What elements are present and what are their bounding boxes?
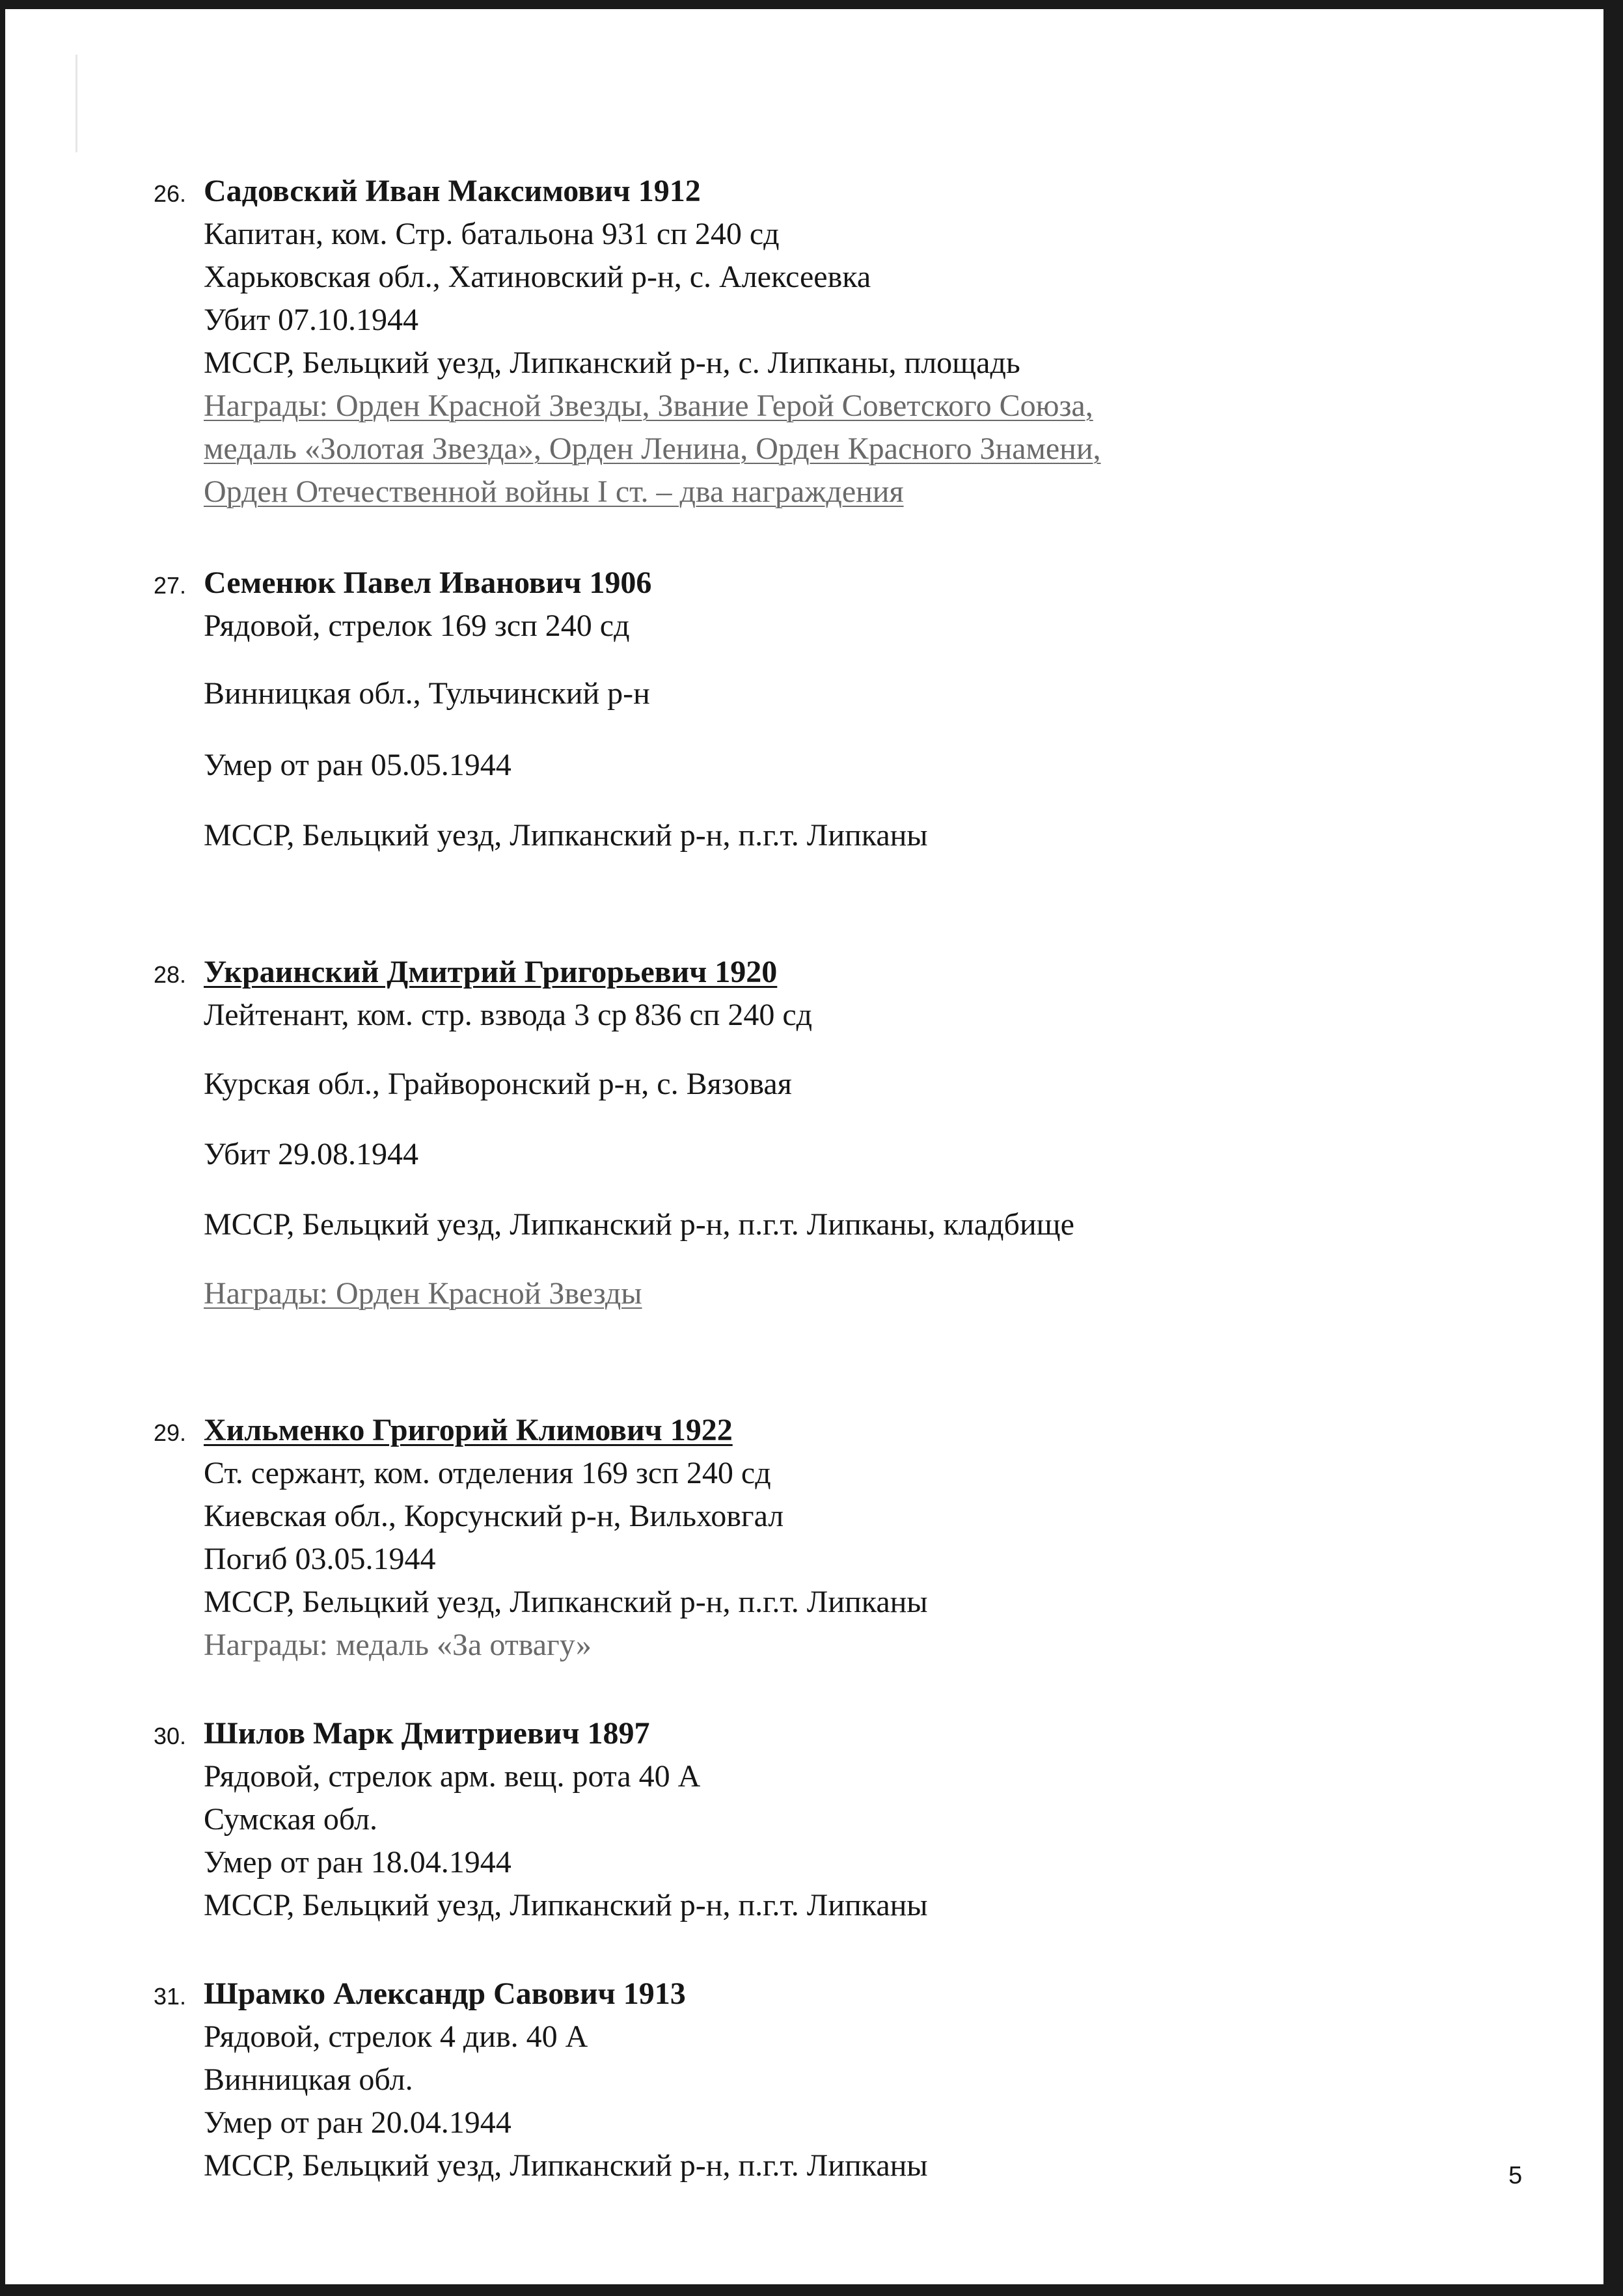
document-page bbox=[5, 9, 1603, 2284]
person-name: Хильменко Григорий Климович 1922 bbox=[204, 1413, 733, 1447]
burial-place: МССР, Бельцкий уезд, Липканский р-н, п.г.т. Липканы bbox=[204, 818, 928, 853]
page-number: 5 bbox=[1508, 2162, 1523, 2189]
entry-number: 31. bbox=[154, 1983, 187, 2010]
birthplace: Винницкая обл., Тульчинский р-н bbox=[204, 676, 650, 711]
rank-unit: Лейтенант, ком. стр. взвода 3 ср 836 сп 240 сд bbox=[204, 998, 813, 1032]
entry-number: 29. bbox=[154, 1419, 187, 1446]
awards-line: медаль «Золотая Звезда», Орден Ленина, Орден Красного Знамени, bbox=[204, 431, 1101, 466]
burial-place: МССР, Бельцкий уезд, Липканский р-н, п.г.т. Липканы bbox=[204, 1585, 928, 1619]
rank-unit: Рядовой, стрелок 4 див. 40 А bbox=[204, 2019, 588, 2054]
awards-line: Орден Отечественной войны I ст. – два награждения bbox=[204, 474, 904, 509]
burial-place: МССР, Бельцкий уезд, Липканский р-н, п.г.т. Липканы bbox=[204, 2148, 928, 2183]
awards-line: Награды: Орден Красной Звезды bbox=[204, 1276, 642, 1311]
entry-number: 27. bbox=[154, 572, 187, 599]
death-info: Умер от ран 05.05.1944 bbox=[204, 748, 511, 782]
rank-unit: Рядовой, стрелок арм. вещ. рота 40 А bbox=[204, 1759, 701, 1794]
entry-number: 30. bbox=[154, 1723, 187, 1749]
person-name: Шрамко Александр Савович 1913 bbox=[204, 1976, 686, 2011]
death-info: Умер от ран 18.04.1944 bbox=[204, 1845, 511, 1879]
death-info: Умер от ран 20.04.1944 bbox=[204, 2105, 511, 2140]
birthplace: Харьковская обл., Хатиновский р-н, с. Алексеевка bbox=[204, 260, 871, 294]
birthplace: Сумская обл. bbox=[204, 1802, 378, 1837]
burial-place: МССР, Бельцкий уезд, Липканский р-н, п.г.т. Липканы bbox=[204, 1888, 928, 1922]
person-name: Семенюк Павел Иванович 1906 bbox=[204, 566, 652, 600]
death-info: Погиб 03.05.1944 bbox=[204, 1542, 436, 1576]
burial-place: МССР, Бельцкий уезд, Липканский р-н, п.г.т. Липканы, кладбище bbox=[204, 1207, 1074, 1242]
death-info: Убит 07.10.1944 bbox=[204, 303, 419, 337]
scan-mark bbox=[75, 55, 77, 152]
rank-unit: Рядовой, стрелок 169 зсп 240 сд bbox=[204, 608, 630, 643]
rank-unit: Ст. сержант, ком. отделения 169 зсп 240 сд bbox=[204, 1456, 771, 1490]
rank-unit: Капитан, ком. Стр. батальона 931 сп 240 сд bbox=[204, 217, 780, 251]
person-name: Садовский Иван Максимович 1912 bbox=[204, 174, 701, 208]
birthplace: Винницкая обл. bbox=[204, 2062, 413, 2097]
awards-line: Награды: медаль «За отвагу» bbox=[204, 1628, 592, 1662]
entry-number: 26. bbox=[154, 180, 187, 207]
birthplace: Курская обл., Грайворонский р-н, с. Вязовая bbox=[204, 1067, 792, 1101]
burial-place: МССР, Бельцкий уезд, Липканский р-н, с. Липканы, площадь bbox=[204, 346, 1020, 380]
birthplace: Киевская обл., Корсунский р-н, Вильховгал bbox=[204, 1499, 784, 1533]
awards-line: Награды: Орден Красной Звезды, Звание Герой Советского Союза, bbox=[204, 389, 1093, 423]
person-name: Шилов Марк Дмитриевич 1897 bbox=[204, 1716, 650, 1751]
death-info: Убит 29.08.1944 bbox=[204, 1137, 419, 1171]
person-name: Украинский Дмитрий Григорьевич 1920 bbox=[204, 955, 778, 989]
entry-number: 28. bbox=[154, 961, 187, 988]
